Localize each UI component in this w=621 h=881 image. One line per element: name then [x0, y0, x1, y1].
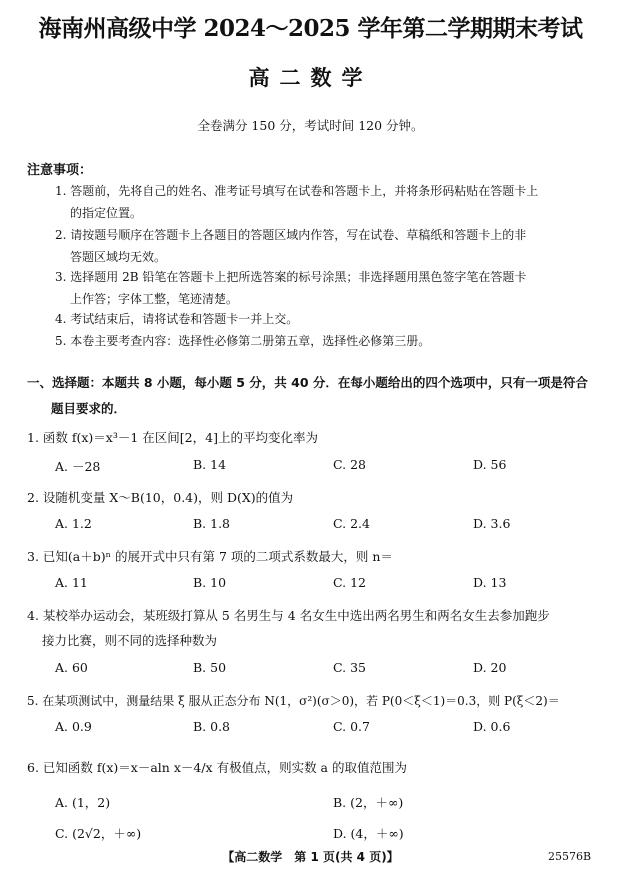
question-stem: 3. 已知(a＋b)ⁿ 的展开式中只有第 7 项的二项式系数最大，则 n＝ [27, 549, 393, 564]
option-a[interactable]: A. 11 [55, 575, 88, 590]
option-b[interactable]: B. 50 [193, 660, 227, 675]
option-a[interactable]: A. 1.2 [55, 516, 92, 531]
section-heading [27, 370, 597, 422]
question-stem: 1. 函数 f(x)＝x³－1 在区间[2，4]上的平均变化率为 [27, 430, 318, 445]
option-c[interactable]: C. 28 [333, 457, 366, 472]
notice-item [55, 308, 595, 330]
answer-options [55, 516, 595, 538]
option-b[interactable]: B. 14 [193, 457, 227, 472]
option-d[interactable]: D. 3.6 [473, 516, 511, 531]
option-d[interactable]: D. (4，＋∞) [333, 826, 404, 841]
option-a[interactable]: A. －28 [55, 459, 101, 474]
notice-item [55, 266, 595, 310]
exam-subject: 高二数学 [248, 65, 373, 90]
question-stem: 2. 设随机变量 X～B(10，0.4)，则 D(X)的值为 [27, 490, 294, 505]
option-d[interactable]: D. 20 [473, 660, 507, 675]
page-footer: 【高二数学 第 1 页(共 4 页)】 [222, 850, 399, 864]
option-d[interactable]: D. 13 [473, 575, 507, 590]
notice-item-line: 5. 本卷主要考查内容：选择性必修第二册第五章，选择性必修第三册。 [55, 334, 431, 348]
notice-item-line: 1. 答题前，先将自己的姓名、准考证号填写在试卷和答题卡上，并将条形码粘贴在答题卡上 [55, 184, 539, 198]
notice-item-continuation: 的指定位置。 [70, 206, 143, 220]
exam-title: 海南州高级中学 2024～2025 学年第二学期期末考试 [38, 15, 583, 42]
notice-item [55, 224, 595, 268]
section-heading-line: 题目要求的． [51, 401, 127, 416]
answer-options [55, 457, 595, 479]
option-a[interactable]: A. 60 [55, 660, 88, 675]
notice-item [55, 180, 595, 224]
question-stem-continuation: 接力比赛，则不同的选择种数为 [42, 633, 218, 648]
answer-options [55, 824, 595, 846]
notice-item-line: 4. 考试结束后，请将试卷和答题卡一并上交。 [55, 312, 299, 326]
question-stem: 4. 某校举办运动会，某班级打算从 5 名男生与 4 名女生中选出两名男生和两名女生去参加跑步 [27, 608, 550, 623]
option-b[interactable]: B. 10 [193, 575, 227, 590]
answer-options [55, 575, 595, 597]
option-a[interactable]: A. (1，2) [55, 795, 111, 810]
option-b[interactable]: B. 1.8 [193, 516, 231, 531]
answer-options [55, 719, 595, 741]
option-b[interactable]: B. (2，＋∞) [333, 795, 404, 810]
section-heading-line: 一、选择题：本题共 8 小题，每小题 5 分，共 40 分．在每小题给出的四个选项中，只有一项是符合 [27, 375, 588, 390]
notice-item [55, 330, 595, 352]
option-c[interactable]: C. 0.7 [333, 719, 370, 734]
option-c[interactable]: C. 12 [333, 575, 366, 590]
option-c[interactable]: C. 35 [333, 660, 366, 675]
notice-item-line: 2. 请按题号顺序在答题卡上各题目的答题区域内作答，写在试卷、草稿纸和答题卡上的非 [55, 228, 527, 242]
exam-meta: 全卷满分 150 分，考试时间 120 分钟。 [197, 118, 424, 133]
answer-options [55, 793, 595, 815]
notice-item-continuation: 答题区域均无效。 [70, 250, 167, 264]
option-b[interactable]: B. 0.8 [193, 719, 231, 734]
notice-item-continuation: 上作答；字体工整，笔迹清楚。 [70, 292, 239, 306]
notice-heading: 注意事项： [27, 163, 93, 178]
question-stem: 5. 在某项测试中，测量结果 ξ 服从正态分布 N(1，σ²)(σ＞0)，若 P(0＜ξ＜1)＝0.3，则 P(ξ＜2)＝ [27, 694, 560, 708]
question-stem: 6. 已知函数 f(x)＝x－aln x－4/x 有极值点，则实数 a 的取值范围为 [27, 760, 407, 775]
answer-options [55, 660, 595, 682]
paper-code: 25576B [548, 850, 592, 863]
notice-item-line: 3. 选择题用 2B 铅笔在答题卡上把所选答案的标号涂黑；非选择题用黑色签字笔在答题卡 [55, 270, 527, 284]
option-d[interactable]: D. 0.6 [473, 719, 511, 734]
option-d[interactable]: D. 56 [473, 457, 507, 472]
option-c[interactable]: C. (2√2，＋∞) [55, 826, 142, 841]
option-a[interactable]: A. 0.9 [55, 719, 92, 734]
option-c[interactable]: C. 2.4 [333, 516, 370, 531]
